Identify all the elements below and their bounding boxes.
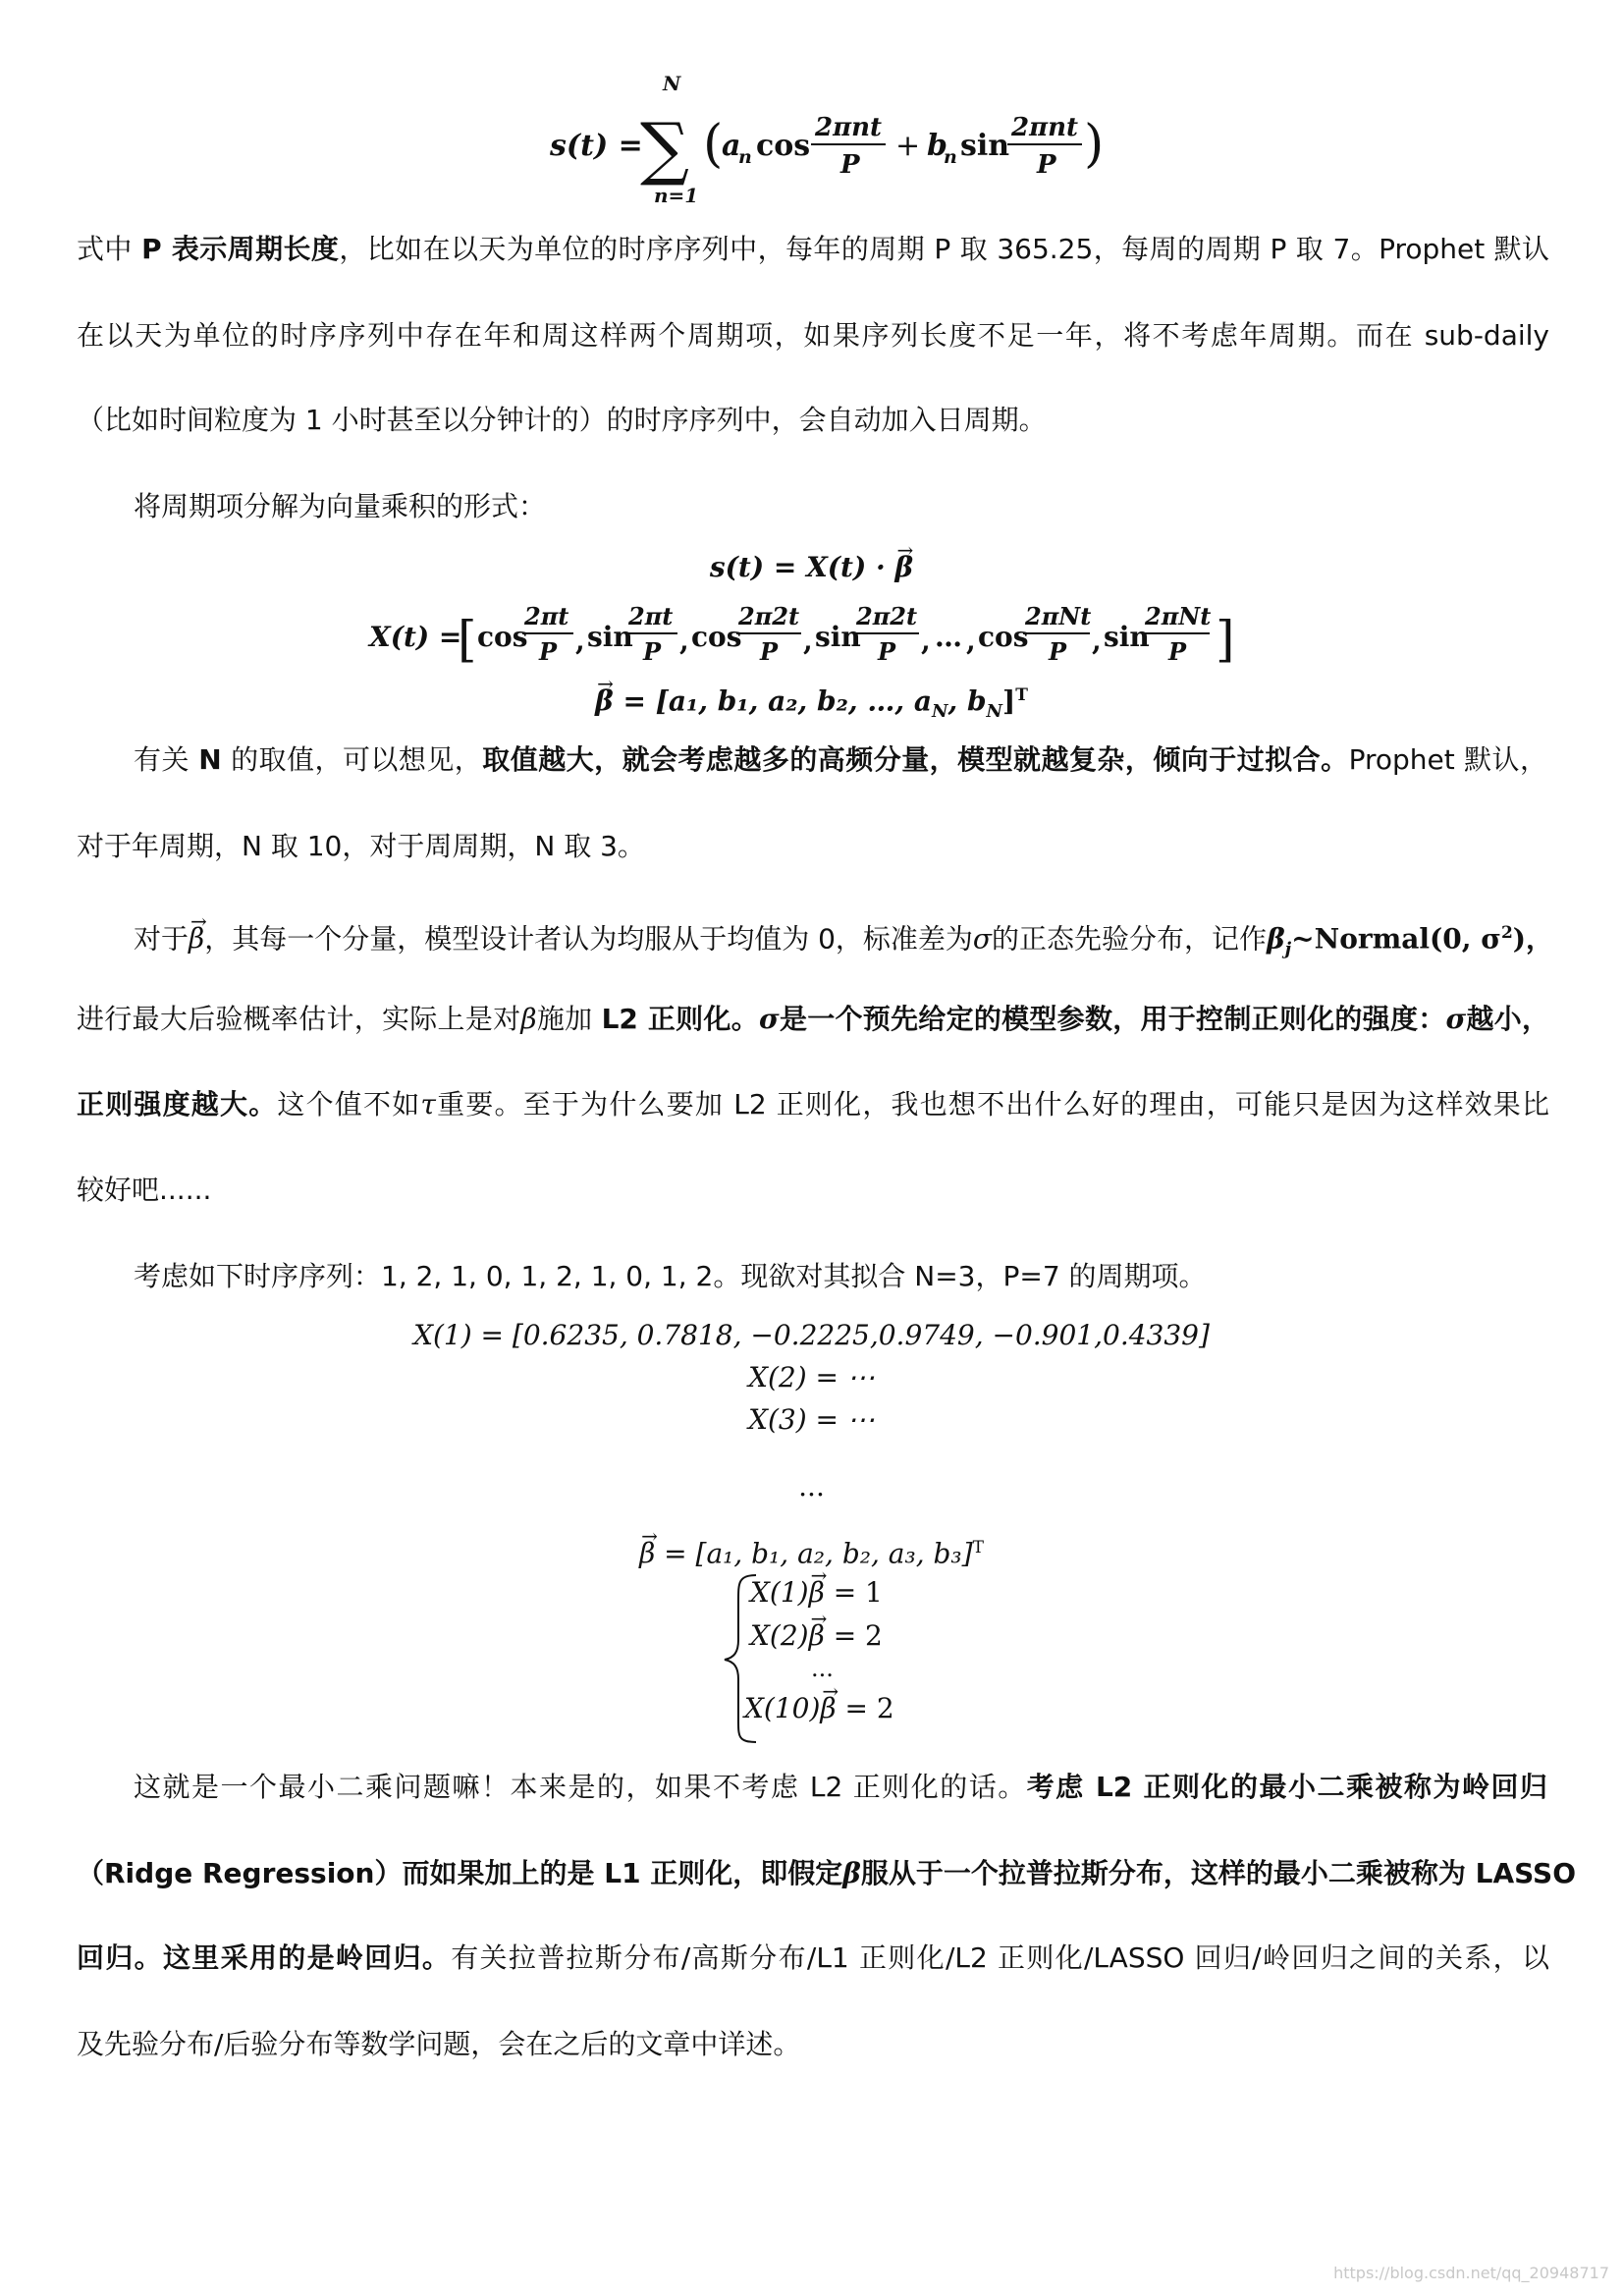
eq3-sys-dots: ... <box>811 1655 834 1682</box>
eq1-lower-limit: n=1 <box>654 184 699 207</box>
eq2-t2-num: 2πt <box>628 602 674 630</box>
para1-line1: 式中 P 表示周期长度，比如在以天为单位的时序序列中，每年的周期 P 取 365.25，每周的周期 P 取 7。Prophet 默认 <box>77 233 1549 265</box>
svg-text:,: , <box>803 625 813 657</box>
svg-text:,: , <box>921 625 931 657</box>
eq1-sin: sin <box>960 129 1010 163</box>
eq1-right-paren: ) <box>1084 115 1105 174</box>
para3-line1: 有关 N 的取值，可以想见，取值越大，就会考虑越多的高频分量，模型就越复杂，倾向于过拟合。Prophet 默认， <box>134 743 1548 776</box>
eq3-sys-row1: X(1)→ β = 1 <box>750 1575 883 1611</box>
para5-line1: 考虑如下时序序列：1, 2, 1, 0, 1, 2, 1, 0, 1, 2。现欲对其拟合 N=3，P=7 的周期项。 <box>134 1260 1207 1292</box>
eq2-t5-den: P <box>1049 637 1067 666</box>
para6-line2: （Ridge Regression）而如果加上的是 L1 正则化，即假定β服从于一个拉普拉斯分布，这样的最小二乘被称为 LASSO <box>77 1857 1577 1889</box>
eq3-sys-row2: X(2)→ β = 2 <box>750 1618 883 1654</box>
eq2-t6-den: P <box>1168 637 1187 666</box>
eq2-t2-fn: sin <box>587 621 633 653</box>
eq2-t6-num: 2πNt <box>1145 602 1212 630</box>
para3-line2: 对于年周期，N 取 10，对于周周期，N 取 3。 <box>77 830 645 862</box>
svg-text:,: , <box>1092 625 1102 657</box>
eq1-a: a <box>722 129 741 163</box>
eq2-t1-num: 2πt <box>524 602 569 630</box>
para4-line4: 较好吧...... <box>77 1174 212 1206</box>
para6-line1: 这就是一个最小二乘问题嘛！本来是的，如果不考虑 L2 正则化的话。考虑 L2 正则化的最小二乘被称为岭回归 <box>134 1771 1548 1803</box>
eq2-ellipsis: … <box>935 621 962 653</box>
eq2-left-bracket: [ <box>458 611 477 668</box>
eq1-frac1-num: 2πnt <box>815 113 883 142</box>
eq2-t1-den: P <box>539 637 558 666</box>
eq1-sum-symbol: ∑ <box>640 108 689 189</box>
eq1-plus: + <box>895 129 921 163</box>
eq2-xt-lhs: X(t) = <box>369 621 462 653</box>
eq1-frac2-num: 2πnt <box>1011 113 1079 142</box>
para6-line3: 回归。这里采用的是岭回归。有关拉普拉斯分布/高斯分布/L1 正则化/L2 正则化/LASSO 回归/岭回归之间的关系，以 <box>77 1941 1549 1974</box>
para2-line1: 将周期项分解为向量乘积的形式： <box>134 490 547 522</box>
para4-line3: 正则强度越大。这个值不如τ重要。至于为什么要加 L2 正则化，我也想不出什么好的理由，可能只是因为这样效果比 <box>77 1088 1549 1121</box>
eq2-t4-den: P <box>878 637 896 666</box>
watermark: https://blog.csdn.net/qq_20948717 <box>1333 2264 1609 2282</box>
eq2-t3-num: 2π2t <box>738 602 800 630</box>
eq2-t6-fn: sin <box>1104 621 1150 653</box>
eq2-t3-den: P <box>760 637 779 666</box>
para4-line1: 对于→ β，其每一个分量，模型设计者认为均服从于均值为 0，标准差为σ的正态先验分布，记作$\beta_j\sim Normal(0$, $\sigma^2$)， <box>134 913 1547 969</box>
eq1-b: b <box>927 129 947 163</box>
eq2-t4-fn: sin <box>815 621 861 653</box>
eq3-x1: X(1) = [0.6235, 0.7818, −0.2225,0.9749, −0.901,0.4339] <box>413 1319 1210 1351</box>
para1-line2: 在以天为单位的时序序列中存在年和周这样两个周期项，如果序列长度不足一年，将不考虑年周期。而在 sub-daily <box>77 319 1549 352</box>
eq2-t1-fn: cos <box>477 621 528 653</box>
eq2-beta-line: → β = [a₁, b₁, a₂, b₂, …, $a_N$, $b_N]^T$ <box>0 678 1623 730</box>
eq1-lhs: s(t) = <box>550 129 643 163</box>
eq1-b-sub: n <box>944 146 957 168</box>
eq2-t4-num: 2π2t <box>856 602 918 630</box>
eq1-left-paren: ( <box>703 115 724 174</box>
eq2-right-bracket: ] <box>1216 611 1235 668</box>
svg-text:,: , <box>575 625 585 657</box>
eq1-frac2-den: P <box>1037 150 1056 180</box>
para4-line2: 进行最大后验概率估计，实际上是对β施加 L2 正则化。σ是一个预先给定的模型参数，用于控制正则化的强度：σ越小， <box>77 1003 1549 1035</box>
eq2-t5-num: 2πNt <box>1025 602 1092 630</box>
svg-text:,: , <box>679 625 689 657</box>
eq2-t3-fn: cos <box>691 621 742 653</box>
eq1-upper-limit: N <box>663 72 681 95</box>
eq2-t5-fn: cos <box>978 621 1029 653</box>
eq1-frac1-den: P <box>840 150 860 180</box>
eq2-line1: s(t) = X(t) · → β <box>0 550 1623 585</box>
eq3-sys-row3: X(10)→ β = 2 <box>744 1691 894 1726</box>
para6-line4: 及先验分布/后验分布等数学问题，会在之后的文章中详述。 <box>77 2028 801 2060</box>
eq3-x2: X(2) = ⋯ <box>748 1361 875 1394</box>
eq3-beta-vector: → β = [a₁, b₁, a₂, b₂, a₃, b₃]$^T$ <box>0 1530 1623 1571</box>
para1-line3: （比如时间粒度为 1 小时甚至以分钟计的）的时序序列中，会自动加入日周期。 <box>77 404 1047 436</box>
eq3-x3: X(3) = ⋯ <box>748 1403 875 1436</box>
svg-text:,: , <box>966 625 976 657</box>
eq1-a-sub: n <box>738 146 752 168</box>
eq2-t2-den: P <box>643 637 662 666</box>
eq1-cos: cos <box>756 129 811 163</box>
eq3-dots: ... <box>798 1470 825 1503</box>
